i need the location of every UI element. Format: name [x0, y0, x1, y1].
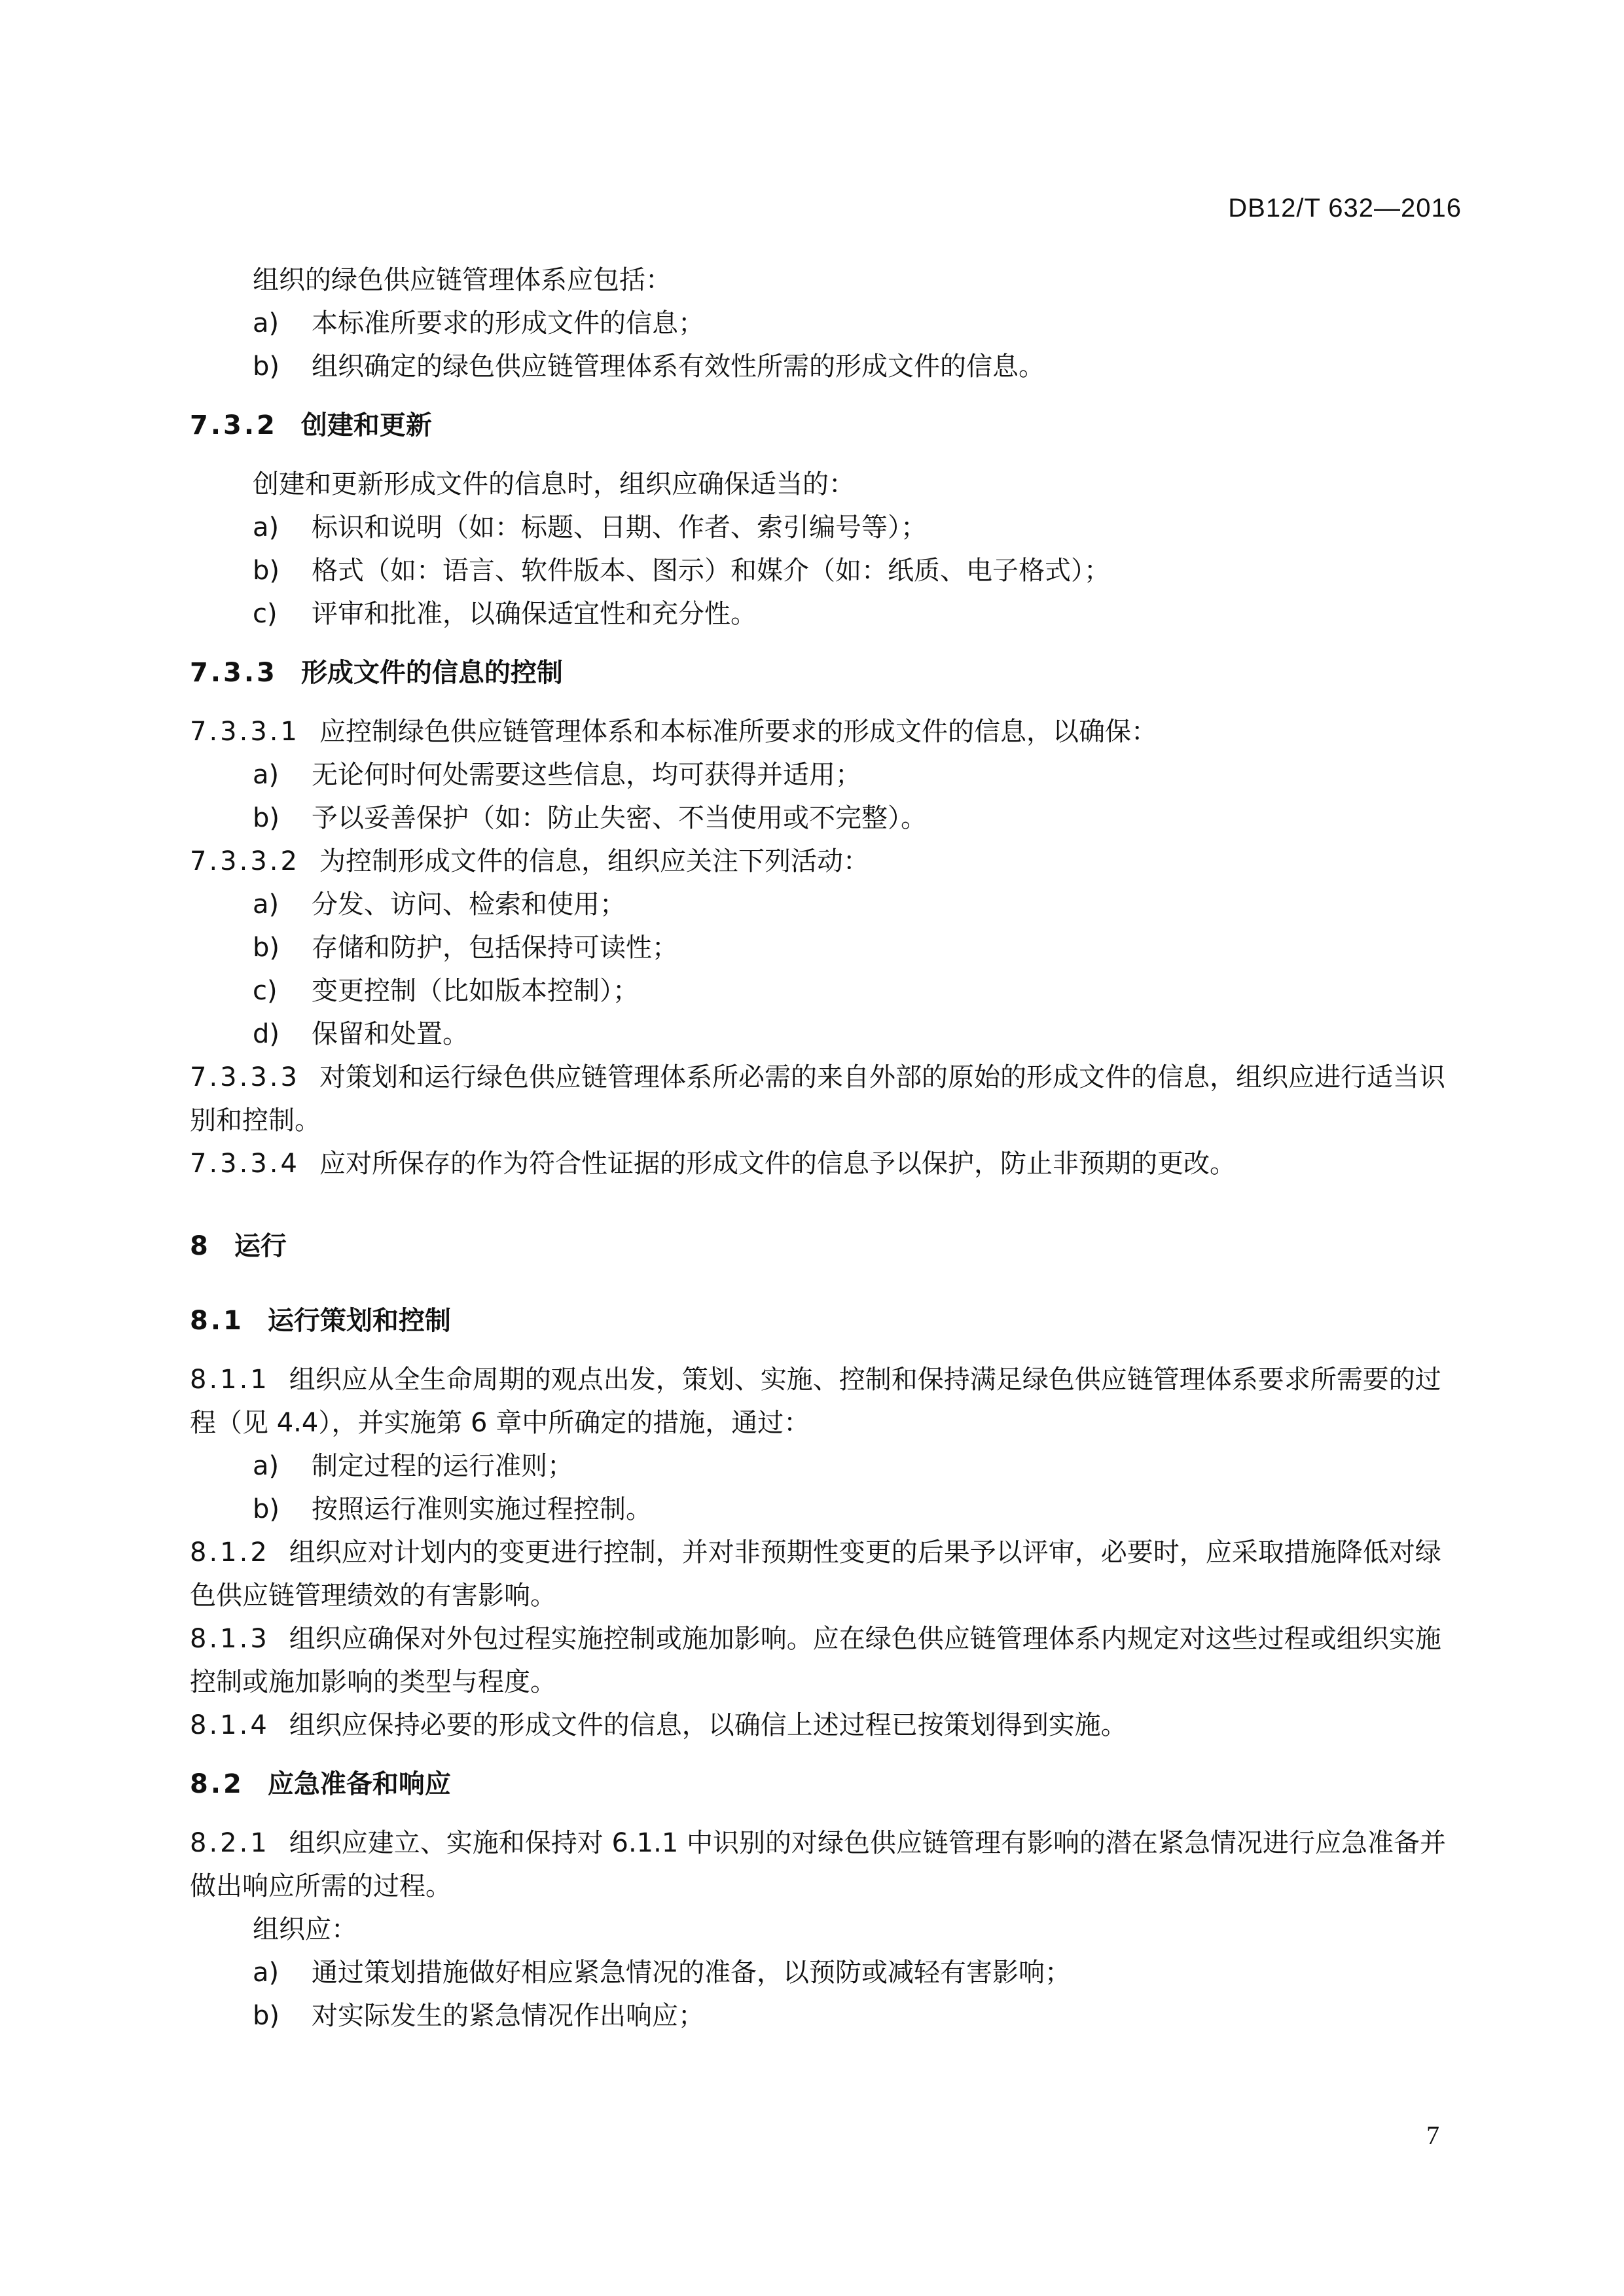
- list-8-1-1: [190, 1444, 1462, 1531]
- heading-7-3-2: 7.3.2 创建和更新: [190, 410, 432, 440]
- intro-paragraph: 组织的绿色供应链管理体系应包括：: [253, 265, 672, 295]
- clause-7-3-3-2: 7.3.3.2 为控制形成文件的信息，组织应关注下列活动：: [190, 846, 869, 876]
- list-item: a) 本标准所要求的形成文件的信息；: [253, 308, 704, 338]
- list-item: a) 通过策划措施做好相应紧急情况的准备，以预防或减轻有害影响；: [253, 1958, 1071, 1988]
- clause-8-1-4: 8.1.4 组织应保持必要的形成文件的信息，以确信上述过程已按策划得到实施。: [190, 1710, 1127, 1740]
- paragraph-8-2-1: 组织应：: [253, 1914, 357, 1945]
- list-item: a) 无论何时何处需要这些信息，均可获得并适用；: [253, 760, 861, 790]
- list-7-3-3-1: [190, 753, 1462, 840]
- document-code-header: DB12/T 632—2016: [1228, 194, 1462, 223]
- list-item: a) 标识和说明（如：标题、日期、作者、索引编号等）；: [253, 512, 927, 543]
- list-item: a) 制定过程的运行准则；: [253, 1451, 573, 1481]
- clause-8-1-3: 8.1.3 组织应确保对外包过程实施控制或施加影响。应在绿色供应链管理体系内规定对这些过程或组织实施控制或施加影响的类型与程度。: [190, 1624, 1441, 1697]
- heading-8-2: 8.2 应急准备和响应: [190, 1769, 451, 1799]
- list-item: c) 变更控制（比如版本控制）；: [253, 976, 639, 1006]
- list-7-3-2: [190, 506, 1462, 636]
- document-body: [190, 259, 1462, 2037]
- list-7-3-3-2: [190, 883, 1462, 1056]
- heading-7-3-3: 7.3.3 形成文件的信息的控制: [190, 658, 563, 688]
- clause-8-1-1: 8.1.1 组织应从全生命周期的观点出发，策划、实施、控制和保持满足绿色供应链管理体系要求所需要的过程（见 4.4），并实施第 6 章中所确定的措施，通过：: [190, 1365, 1441, 1438]
- list-item: b) 按照运行准则实施过程控制。: [253, 1494, 652, 1524]
- clause-7-3-3-1: 7.3.3.1 应控制绿色供应链管理体系和本标准所要求的形成文件的信息，以确保：: [190, 717, 1157, 747]
- heading-8: 8 运行: [190, 1231, 287, 1261]
- clause-7-3-3-3: 7.3.3.3 对策划和运行绿色供应链管理体系所必需的来自外部的原始的形成文件的信息，组织应进行适当识别和控制。: [190, 1062, 1445, 1136]
- list-item: a) 分发、访问、检索和使用；: [253, 889, 626, 920]
- clause-8-2-1: 8.2.1 组织应建立、实施和保持对 6.1.1 中识别的对绿色供应链管理有影响的潜在紧急情况进行应急准备并做出响应所需的过程。: [190, 1828, 1446, 1901]
- page-number: 7: [1426, 2121, 1439, 2150]
- list-item: b) 格式（如：语言、软件版本、图示）和媒介（如：纸质、电子格式）；: [253, 556, 1110, 586]
- clause-8-1-2: 8.1.2 组织应对计划内的变更进行控制，并对非预期性变更的后果予以评审，必要时，应采取措施降低对绿色供应链管理绩效的有害影响。: [190, 1537, 1441, 1611]
- list-item: b) 组织确定的绿色供应链管理体系有效性所需的形成文件的信息。: [253, 351, 1045, 382]
- heading-8-1: 8.1 运行策划和控制: [190, 1306, 451, 1336]
- list-item: c) 评审和批准，以确保适宜性和充分性。: [253, 599, 757, 629]
- list-item: d) 保留和处置。: [253, 1019, 469, 1049]
- paragraph-7-3-2: 创建和更新形成文件的信息时，组织应确保适当的：: [253, 469, 855, 499]
- clause-7-3-3-4: 7.3.3.4 应对所保存的作为符合性证据的形成文件的信息予以保护，防止非预期的更改。: [190, 1149, 1236, 1179]
- list-8-2-1: [190, 1951, 1462, 2037]
- list-item: b) 存储和防护，包括保持可读性；: [253, 933, 678, 963]
- intro-list: [190, 302, 1462, 388]
- list-item: b) 对实际发生的紧急情况作出响应；: [253, 2001, 704, 2031]
- list-item: b) 予以妥善保护（如：防止失密、不当使用或不完整）。: [253, 803, 927, 833]
